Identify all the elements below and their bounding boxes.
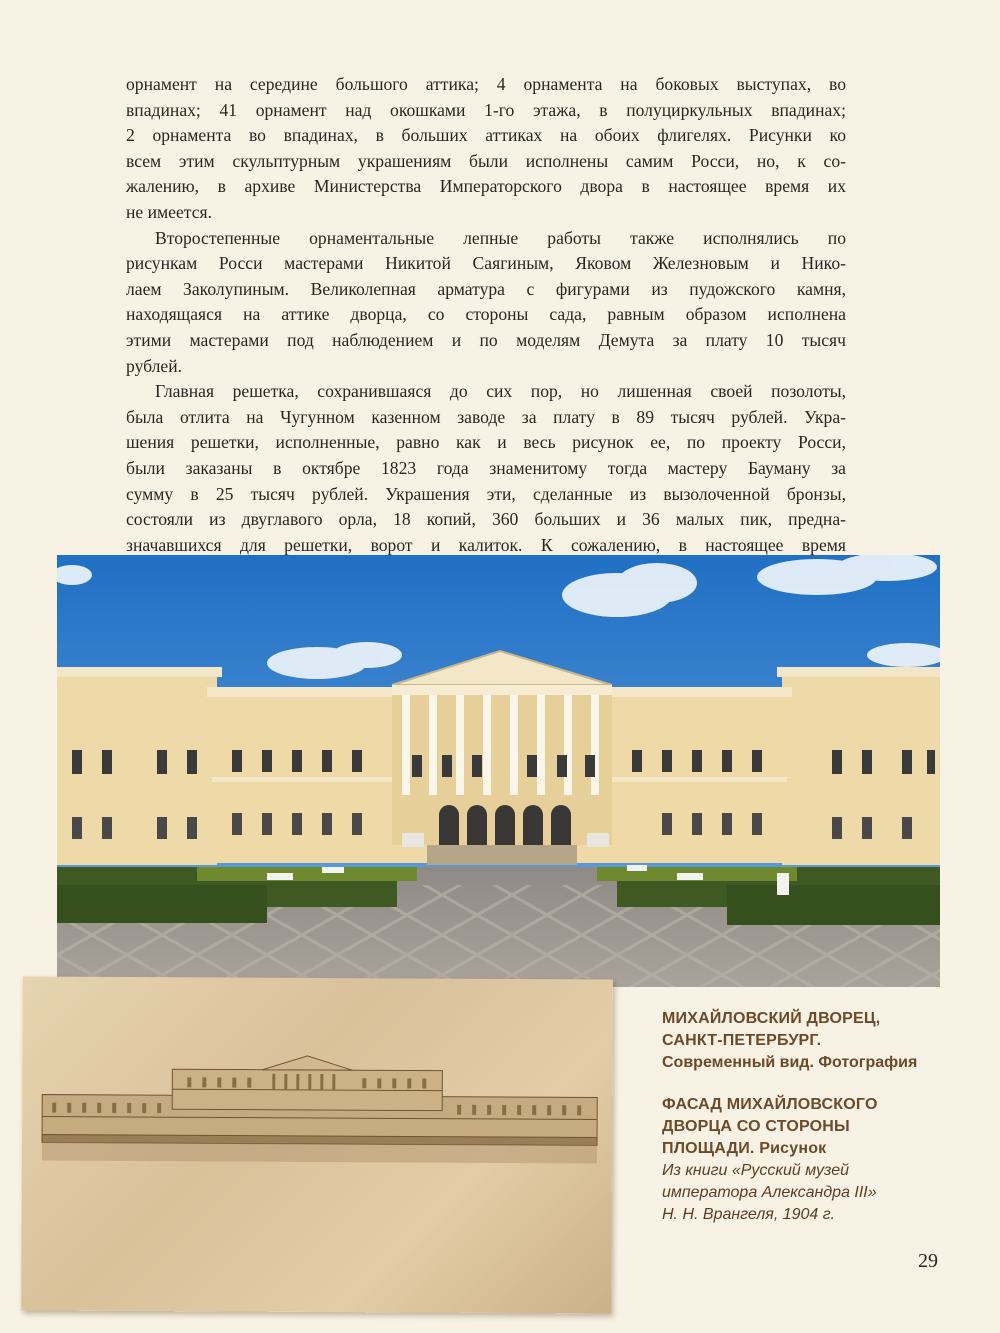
body-text [126, 72, 846, 558]
text-line: впадинах; 41 орнамент над окошками 1-го этажа, в полуциркульных впадинах; [126, 99, 846, 120]
text-line: этими мастерами под наблюдением и по моделям Демута за плату 10 тысяч [126, 329, 846, 350]
sketch-source-1: Из книги «Русский музей [662, 1162, 850, 1179]
sketch-caption-title-3-main: ПЛОЩАДИ. [662, 1140, 755, 1157]
palace-photo [57, 555, 940, 987]
text-line: находящаяся на аттике дворца, со стороны сада, равным образом исполнена [126, 304, 846, 325]
paragraph-3 [126, 379, 846, 558]
sketch-caption-title-2: ДВОРЦА СО СТОРОНЫ [662, 1118, 850, 1135]
sketch-caption-title-tail: Рисунок [754, 1140, 827, 1157]
sketch-caption-title-1: ФАСАД МИХАЙЛОВСКОГО [662, 1096, 878, 1113]
text-line: всем этим скульптурным украшениям были исполнены самим Росси, но, к со- [126, 150, 846, 171]
text-line: была отлита на Чугунном казенном заводе за плату в 89 тысяч рублей. Укра- [126, 406, 846, 427]
sketch-caption [662, 1094, 952, 1226]
palace-photo-illustration [57, 555, 940, 987]
photo-caption-title-1: МИХАЙЛОВСКИЙ ДВОРЕЦ, [662, 1010, 881, 1027]
photo-caption-title-2: САНКТ-ПЕТЕРБУРГ. [662, 1032, 822, 1049]
text-line: Второстепенные орнаментальные лепные работы также исполнялись по [155, 227, 846, 248]
text-line: лаем Заколупиным. Великолепная арматура с фигурами из пудожского камня, [126, 278, 846, 299]
sketch-caption-title-3 [662, 1138, 952, 1160]
palace-sketch-illustration [21, 976, 613, 1313]
paragraph-1 [126, 72, 846, 226]
sketch-source-2: императора Александра III» [662, 1184, 877, 1201]
captions [662, 1008, 952, 1226]
text-line: орнамент на середине большого аттика; 4 орнамента на боковых выступах, во [126, 74, 846, 94]
text-line: рисункам Росси мастерами Никитой Саягиным, Яковом Железновым и Нико- [126, 253, 846, 274]
text-line: состояли из двуглавого орла, 18 копий, 360 больших и 36 малых пик, предна- [126, 509, 846, 530]
sketch-source-3: Н. Н. Врангеля, 1904 г. [662, 1206, 836, 1223]
text-line: 2 орнамента во впадинах, в больших аттиках на обоих флигелях. Рисунки ко [126, 125, 846, 146]
photo-caption-subtitle: Современный вид. Фотография [662, 1054, 918, 1071]
text-line: рублей. [126, 355, 183, 376]
text-line: не имеется. [126, 201, 212, 222]
text-line: Главная решетка, сохранившаяся до сих пор, но лишенная своей позолоты, [155, 381, 846, 402]
paragraph-2 [126, 226, 846, 380]
text-line: сумму в 25 тысяч рублей. Украшения эти, сделанные из вызолоченной бронзы, [126, 483, 846, 504]
page-number: 29 [918, 1250, 938, 1272]
text-line: шения решетки, исполненные, равно как и весь рисунок ее, по проекту Росси, [126, 432, 846, 453]
text-line: были заказаны в октябре 1823 года знаменитому тогда мастеру Бауману за [126, 457, 846, 478]
palace-sketch [21, 976, 613, 1313]
text-line: значавшихся для решетки, ворот и калиток. К сожалению, в настоящее время [126, 534, 846, 555]
text-line: жалению, в архиве Министерства Императорского двора в настоящее время их [126, 176, 846, 197]
